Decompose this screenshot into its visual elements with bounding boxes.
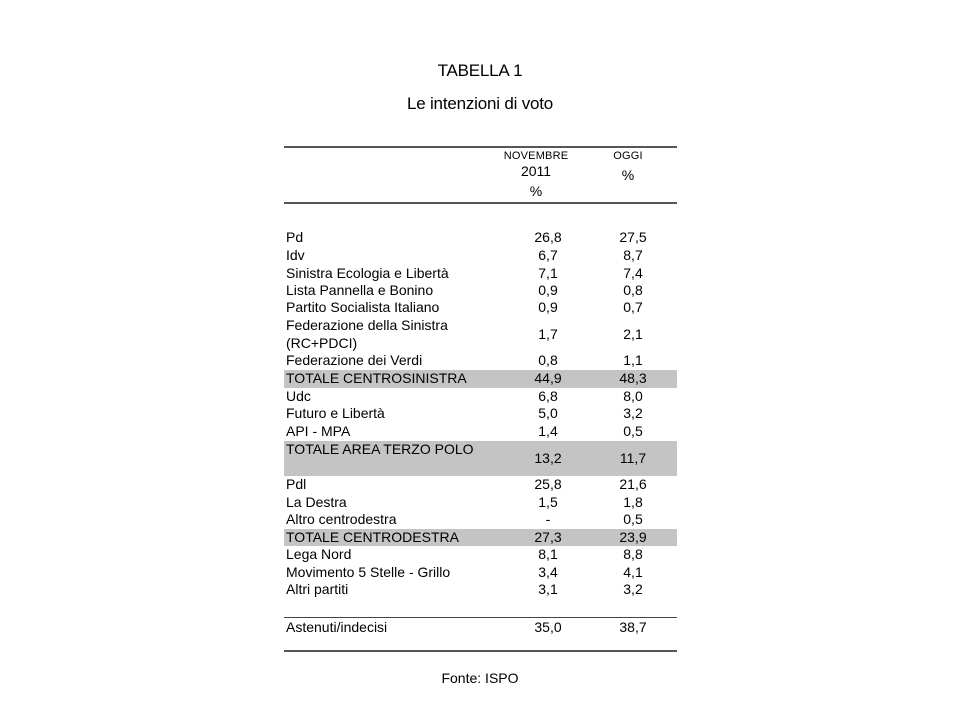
row-value-nov2011: 3,4 bbox=[538, 564, 558, 580]
row-value-nov2011: 1,7 bbox=[538, 326, 558, 342]
row-label: Lega Nord bbox=[286, 546, 352, 562]
row-label: Astenuti/indecisi bbox=[286, 619, 388, 635]
table-row bbox=[284, 352, 677, 370]
row-value-oggi: 27,5 bbox=[619, 229, 647, 245]
table-row bbox=[284, 564, 677, 582]
table-row bbox=[284, 423, 677, 441]
row-value-oggi: 4,1 bbox=[623, 564, 643, 580]
row-label: Federazione dei Verdi bbox=[286, 352, 423, 368]
table-row bbox=[284, 229, 677, 247]
row-value-oggi: 1,8 bbox=[623, 494, 643, 510]
row-value-oggi: 7,4 bbox=[623, 265, 643, 281]
table-row bbox=[284, 581, 677, 599]
col1-line2: 2011 bbox=[520, 163, 552, 179]
table-row-abstain bbox=[284, 619, 677, 637]
row-value-oggi: 8,0 bbox=[623, 388, 643, 404]
row-value-oggi: 38,7 bbox=[619, 619, 647, 635]
row-value-oggi: 2,1 bbox=[623, 326, 643, 342]
column-header-oggi bbox=[578, 150, 678, 183]
table-row-total bbox=[284, 370, 677, 388]
row-label: La Destra bbox=[286, 494, 347, 510]
row-value-oggi: 0,7 bbox=[623, 299, 643, 315]
col2-line1: OGGI bbox=[613, 150, 643, 162]
table-row bbox=[284, 546, 677, 564]
table-row bbox=[284, 405, 677, 423]
col1-unit: % bbox=[529, 183, 543, 199]
bottom-rule bbox=[284, 650, 677, 652]
table-row-total bbox=[284, 529, 677, 546]
table-row bbox=[284, 494, 677, 512]
table-row bbox=[284, 282, 677, 300]
row-label: Federazione della Sinistra (RC+PDCI) bbox=[286, 317, 448, 351]
row-value-nov2011: 1,5 bbox=[538, 494, 558, 510]
row-value-nov2011: 1,4 bbox=[538, 423, 558, 439]
row-label: Movimento 5 Stelle - Grillo bbox=[286, 564, 451, 580]
table-row bbox=[284, 388, 677, 406]
row-label: API - MPA bbox=[286, 423, 351, 439]
column-header-november-2011 bbox=[486, 150, 586, 199]
row-value-nov2011: 6,7 bbox=[538, 247, 558, 263]
row-value-nov2011: 5,0 bbox=[538, 405, 558, 421]
row-label: Sinistra Ecologia e Libertà bbox=[286, 265, 449, 281]
row-value-oggi: 0,5 bbox=[623, 423, 643, 439]
row-label: Lista Pannella e Bonino bbox=[286, 282, 434, 298]
row-value-nov2011: 27,3 bbox=[534, 529, 562, 545]
row-value-oggi: 0,8 bbox=[623, 282, 643, 298]
row-value-nov2011: 26,8 bbox=[534, 229, 562, 245]
table-row bbox=[284, 317, 677, 352]
row-value-oggi: 11,7 bbox=[619, 450, 647, 466]
table-row bbox=[284, 247, 677, 265]
row-value-nov2011: 6,8 bbox=[538, 388, 558, 404]
row-label: Futuro e Libertà bbox=[286, 405, 385, 421]
table-title: TABELLA 1 bbox=[437, 61, 523, 80]
row-value-nov2011: 13,2 bbox=[534, 450, 562, 466]
col1-line1: NOVEMBRE bbox=[503, 150, 569, 162]
row-value-nov2011: 44,9 bbox=[534, 370, 562, 386]
row-value-oggi: 48,3 bbox=[619, 370, 647, 386]
row-label: TOTALE AREA TERZO POLO bbox=[286, 441, 474, 457]
footer-top-rule bbox=[284, 617, 677, 618]
source-note: Fonte: ISPO bbox=[441, 670, 519, 686]
header-rule bbox=[284, 202, 677, 204]
row-value-oggi: 23,9 bbox=[619, 529, 647, 545]
row-label: Udc bbox=[286, 388, 311, 404]
row-value-nov2011: 3,1 bbox=[538, 581, 558, 597]
table-row bbox=[284, 265, 677, 283]
row-value-nov2011: 0,8 bbox=[538, 352, 558, 368]
row-value-oggi: 3,2 bbox=[623, 405, 643, 421]
row-label: Pd bbox=[286, 229, 304, 245]
top-rule bbox=[284, 146, 677, 148]
row-value-oggi: 8,7 bbox=[623, 247, 643, 263]
row-value-oggi: 0,5 bbox=[623, 511, 643, 527]
row-value-oggi: 1,1 bbox=[623, 352, 643, 368]
table-row bbox=[284, 511, 677, 529]
row-value-nov2011: 0,9 bbox=[538, 299, 558, 315]
table-row bbox=[284, 299, 677, 317]
table-subtitle: Le intenzioni di voto bbox=[406, 94, 554, 113]
row-label: Idv bbox=[286, 247, 305, 263]
row-value-nov2011: - bbox=[545, 511, 551, 527]
row-label: Altri partiti bbox=[286, 581, 349, 597]
row-value-nov2011: 7,1 bbox=[538, 265, 558, 281]
col2-unit: % bbox=[621, 167, 635, 183]
row-value-nov2011: 25,8 bbox=[534, 476, 562, 492]
row-label: TOTALE CENTRODESTRA bbox=[286, 529, 459, 545]
row-value-oggi: 8,8 bbox=[623, 546, 643, 562]
table-row bbox=[284, 476, 677, 494]
row-label: Partito Socialista Italiano bbox=[286, 299, 440, 315]
table-row-total bbox=[284, 441, 677, 476]
row-value-nov2011: 8,1 bbox=[538, 546, 558, 562]
row-label: TOTALE CENTROSINISTRA bbox=[286, 370, 467, 386]
row-value-oggi: 3,2 bbox=[623, 581, 643, 597]
row-value-nov2011: 0,9 bbox=[538, 282, 558, 298]
row-label: Pdl bbox=[286, 476, 307, 492]
row-label: Altro centrodestra bbox=[286, 511, 397, 527]
row-value-nov2011: 35,0 bbox=[534, 619, 562, 635]
row-value-oggi: 21,6 bbox=[619, 476, 647, 492]
